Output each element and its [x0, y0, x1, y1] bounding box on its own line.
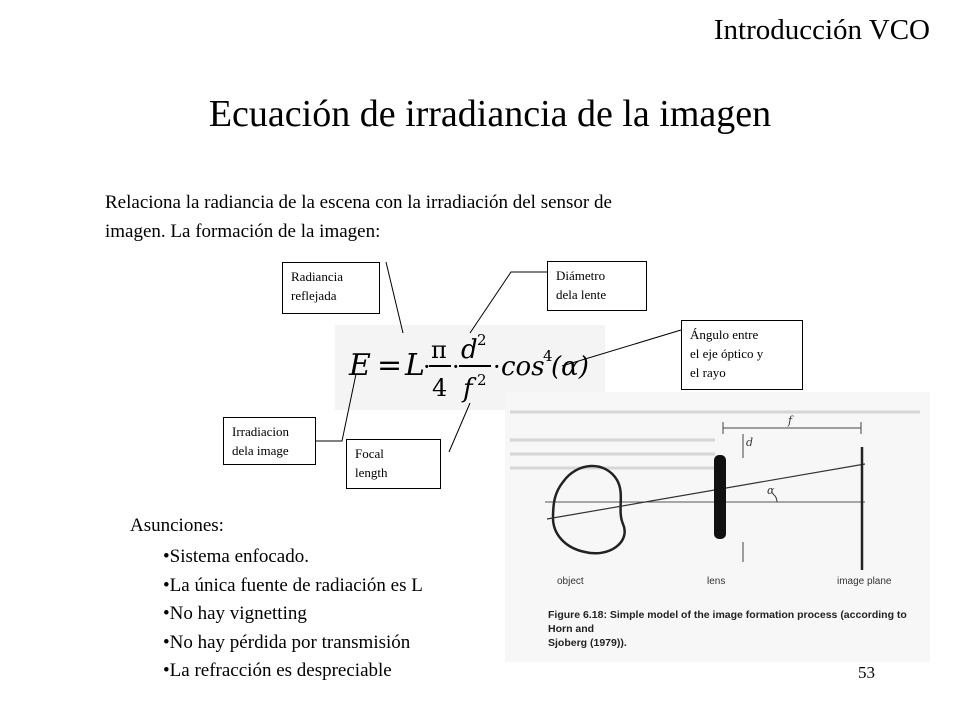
formula-d: d: [461, 335, 478, 365]
formula-equals: =: [377, 348, 403, 383]
callout-diameter-line-1: Diámetro: [556, 268, 606, 283]
callout-angle: [681, 320, 803, 390]
callout-focal: [346, 439, 441, 489]
formula-d-exp: 2: [477, 331, 487, 349]
figure-f-label: f: [788, 414, 793, 427]
callout-angle-line-3: el rayo: [690, 365, 726, 380]
callout-irradiance-line-1: Irradiacion: [232, 424, 290, 439]
callout-focal-line-2: length: [355, 465, 388, 480]
page-number: 53: [858, 663, 875, 682]
formula-alpha: (α): [551, 352, 589, 382]
assumption-item: • No hay vignetting: [163, 600, 423, 629]
formula-four: 4: [432, 374, 448, 402]
slide-title: Ecuación de irradiancia de la imagen: [208, 93, 772, 135]
formula-cos-exp: 4: [543, 347, 553, 365]
callout-radiance-line-2: reflejada: [291, 288, 337, 303]
figure-object-label: object: [557, 576, 584, 587]
figure-caption-line-1: Figure 6.18: Simple model of the image formation process (according to Horn and: [548, 609, 907, 635]
figure-caption-line-2: Sjoberg (1979)).: [548, 637, 627, 649]
formula-f-exp: 2: [477, 371, 487, 389]
assumptions-heading: Asunciones:: [130, 515, 224, 536]
callout-irradiance: [223, 417, 316, 465]
intro-line-2: imagen. La formación de la imagen:: [105, 221, 381, 242]
light-ray: [547, 464, 865, 519]
figure-d-label: d: [746, 436, 754, 449]
lens-shape: [714, 455, 726, 539]
formula-dot-1: ·: [423, 353, 431, 381]
callout-radiance-line-1: Radiancia: [291, 269, 343, 284]
formula-E: E: [349, 348, 371, 383]
leader-diameter: [470, 272, 547, 333]
intro-text: [105, 188, 765, 246]
leader-radiance: [386, 262, 403, 333]
assumptions-list: [163, 543, 423, 686]
formula-pi: π: [431, 336, 447, 364]
formula-cos: cos: [501, 352, 545, 382]
callout-irradiance-line-2: dela image: [232, 443, 289, 458]
object-shape: [553, 466, 625, 553]
callout-diameter: [547, 261, 647, 311]
assumption-item: • La refracción es despreciable: [163, 657, 423, 686]
formula-L: L: [405, 348, 425, 383]
callout-focal-line-1: Focal: [355, 446, 384, 461]
assumption-item: • Sistema enfocado.: [163, 543, 423, 572]
formula-dot-3: ·: [493, 353, 501, 381]
assumption-item: • No hay pérdida por transmisión: [163, 629, 423, 658]
figure-caption: [548, 608, 930, 650]
section-title: Introducción VCO: [713, 14, 930, 46]
figure-alpha-label: α: [767, 484, 775, 497]
intro-line-1: Relaciona la radiancia de la escena con la irradiación del sensor de: [105, 192, 612, 213]
callout-radiance: [282, 262, 380, 314]
callout-angle-line-2: el eje óptico y: [690, 346, 764, 361]
figure-lens-label: lens: [707, 576, 726, 587]
formula-dot-2: ·: [452, 353, 460, 381]
figure-image-plane-label: image plane: [837, 576, 892, 587]
callout-diameter-line-2: dela lente: [556, 287, 607, 302]
assumption-item: • La única fuente de radiación es L: [163, 572, 423, 601]
formula-f: f: [463, 374, 473, 404]
callout-angle-line-1: Ángulo entre: [690, 327, 759, 342]
leader-focal: [449, 403, 470, 452]
